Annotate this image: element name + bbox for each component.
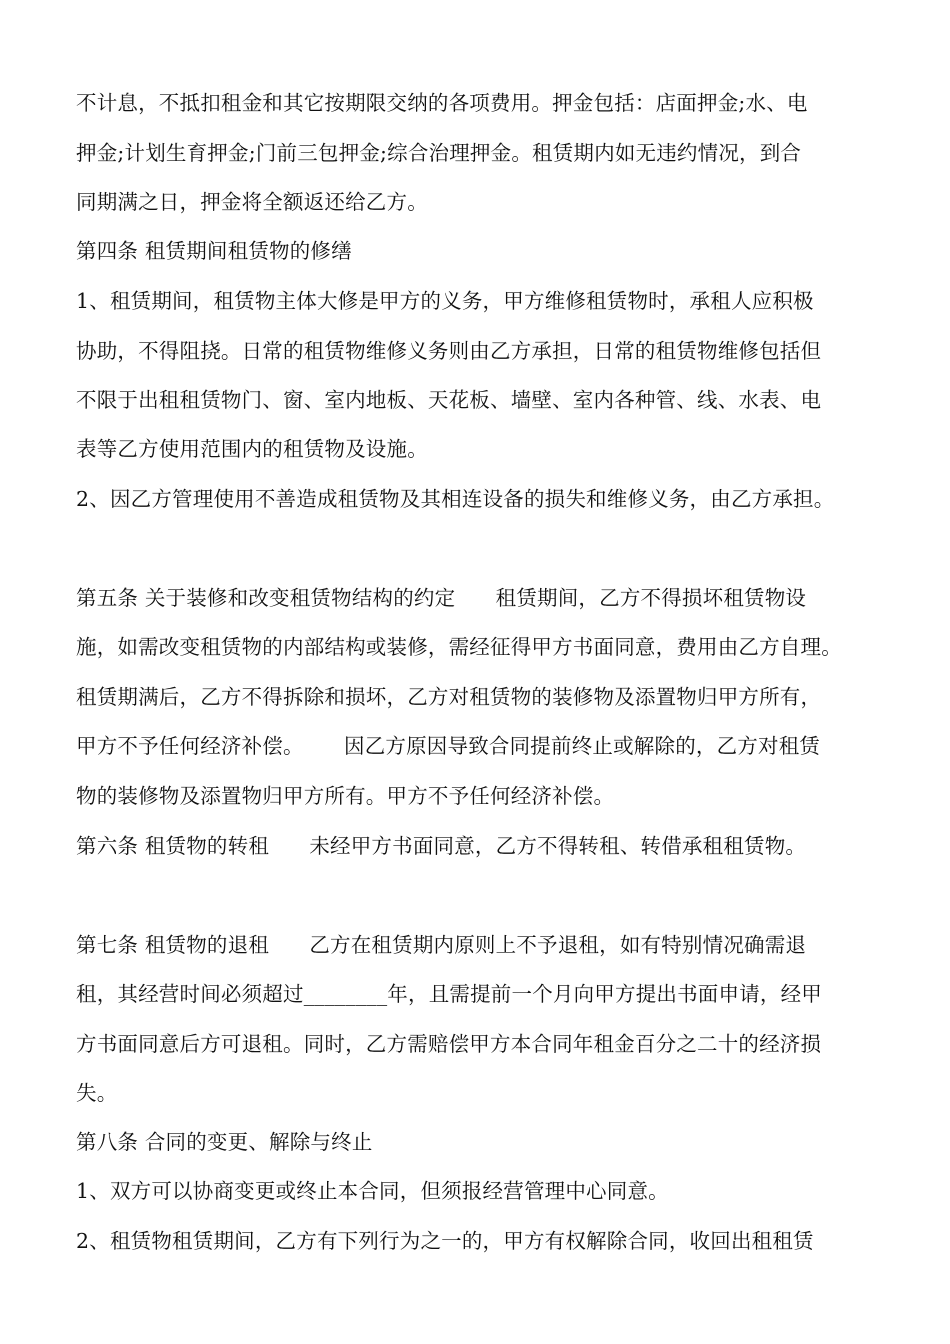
text-line: 2、因乙方管理使用不善造成租赁物及其相连设备的损失和维修义务，由乙方承担。 (76, 487, 835, 511)
text-line: 租赁期满后，乙方不得拆除和损坏，乙方对租赁物的装修物及添置物归甲方所有， (76, 685, 822, 709)
text-line: 方书面同意后方可退租。同时，乙方需赔偿甲方本合同年租金百分之二十的经济损 (76, 1032, 822, 1056)
text-line: 协助，不得阻挠。日常的租赁物维修义务则由乙方承担，日常的租赁物维修包括但 (76, 339, 822, 363)
text-line: 不计息，不抵扣租金和其它按期限交纳的各项费用。押金包括：店面押金;水、电 (76, 91, 808, 115)
text-line: 租，其经营时间必须超过________年，且需提前一个月向甲方提出书面申请，经甲 (76, 982, 822, 1006)
text-line: 押金;计划生育押金;门前三包押金;综合治理押金。租赁期内如无违约情况，到合 (76, 141, 802, 165)
section-heading: 第四条 租赁期间租赁物的修缮 (76, 239, 352, 263)
section-heading: 第五条 关于装修和改变租赁物结构的约定 租赁期间，乙方不得损坏租赁物设 (76, 586, 807, 610)
text-line: 施，如需改变租赁物的内部结构或装修，需经征得甲方书面同意，费用由乙方自理。 (76, 635, 842, 659)
text-line: 甲方不予任何经济补偿。 因乙方原因导致合同提前终止或解除的，乙方对租赁 (76, 734, 821, 758)
text-line: 失。 (76, 1081, 118, 1105)
text-line: 2、租赁物租赁期间，乙方有下列行为之一的，甲方有权解除合同，收回出租租赁 (76, 1229, 814, 1253)
section-heading: 第七条 租赁物的退租 乙方在租赁期内原则上不予退租，如有特别情况确需退 (76, 933, 807, 957)
section-heading: 第六条 租赁物的转租 未经甲方书面同意，乙方不得转租、转借承租租赁物。 (76, 834, 807, 858)
text-line: 1、双方可以协商变更或终止本合同，但须报经营管理中心同意。 (76, 1179, 669, 1203)
text-line: 表等乙方使用范围内的租赁物及设施。 (76, 437, 428, 461)
text-line: 物的装修物及添置物归甲方所有。甲方不予任何经济补偿。 (76, 784, 615, 808)
section-heading: 第八条 合同的变更、解除与终止 (76, 1130, 373, 1154)
text-line: 同期满之日，押金将全额返还给乙方。 (76, 190, 428, 214)
text-line: 不限于出租租赁物门、窗、室内地板、天花板、墙壁、室内各种管、线、水表、电 (76, 388, 822, 412)
text-line: 1、租赁期间，租赁物主体大修是甲方的义务，甲方维修租赁物时，承租人应积极 (76, 289, 814, 313)
